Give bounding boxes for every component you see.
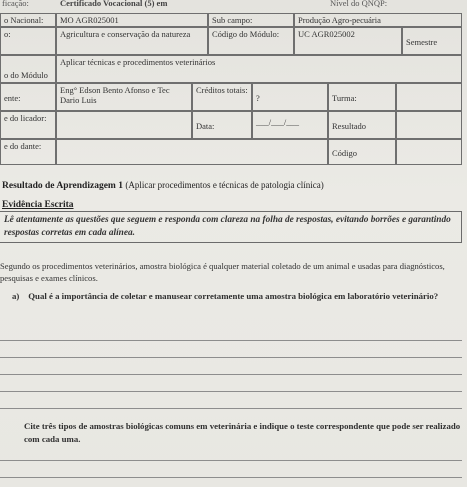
class-label: Turma: — [328, 83, 396, 111]
answer-line[interactable] — [0, 460, 462, 461]
question-a — [12, 290, 462, 303]
subcampo-value: Produção Agro-pecuária — [294, 13, 462, 27]
semester-label: Semestre — [402, 27, 462, 55]
subcampo-label: Sub campo: — [208, 13, 294, 27]
credits-label: Créditos totais: — [192, 83, 252, 111]
date-label: Data: — [192, 111, 252, 139]
answer-line[interactable] — [0, 477, 462, 478]
trainer-label: ente: — [0, 83, 56, 111]
written-evidence-title: Evidência Escrita — [2, 200, 74, 210]
national-code-value: MO AGR025001 — [56, 13, 208, 27]
class-value[interactable] — [396, 83, 462, 111]
module-title-value: Aplicar técnicas e procedimentos veterinários — [56, 55, 462, 83]
learning-result-title: Resultado de Aprendizagem 1 — [2, 181, 123, 191]
learning-result-heading — [2, 180, 324, 191]
module-code-value: UC AGR025002 — [294, 27, 402, 55]
trainer-value: Eng° Edson Bento Afonso e Tec Dario Luis — [56, 83, 192, 111]
applicator-value[interactable] — [56, 111, 192, 139]
answer-line[interactable] — [0, 340, 462, 341]
date-value[interactable]: ___/___/___ — [252, 111, 328, 139]
learning-result-subtitle: (Aplicar procedimentos e técnicas de patologia clínica) — [125, 180, 324, 190]
national-code-label: o Nacional: — [0, 13, 56, 27]
student-code-label: Código — [328, 139, 396, 165]
intro-paragraph: Segundo os procedimentos veterinários, amostra biológica é qualquer material coletado de um animal e usadas para diagnósticos, pesquisas e exames clínicos. — [0, 261, 445, 283]
student-value[interactable] — [56, 139, 328, 165]
qualification-value: Certificado Vocacional (5) em — [60, 0, 168, 8]
question-a-label: a) — [12, 291, 20, 301]
result-label: Resultado — [328, 111, 396, 139]
instruction-box — [0, 211, 462, 243]
result-value[interactable] — [396, 111, 462, 139]
student-label: e do dante: — [0, 139, 56, 165]
instruction-text: Lê atentamente as questões que seguem e responda com clareza na folha de respostas, evitando borrões e garantindo respostas corretas em cada alínea. — [4, 215, 451, 238]
answer-line[interactable] — [0, 374, 462, 375]
module-title-label: o do Módulo — [0, 55, 56, 83]
module-name: Agricultura e conservação da natureza — [56, 27, 208, 55]
question-b — [24, 420, 464, 446]
applicator-label: e do licador: — [0, 111, 56, 139]
qnqp-label: Nível do QNQP: — [330, 0, 388, 8]
answer-line[interactable] — [0, 357, 462, 358]
question-b-text: Cite três tipos de amostras biológicas comuns em veterinária e indique o teste correspondente que pode ser realizado com cada uma. — [24, 421, 461, 444]
module-code-label: Código do Módulo: — [208, 27, 294, 55]
qualification-label: ficação: — [2, 0, 29, 8]
module-label: o: — [0, 27, 56, 55]
answer-line[interactable] — [0, 391, 462, 392]
student-code-value[interactable] — [396, 139, 462, 165]
credits-value: ? — [252, 83, 328, 111]
answer-line[interactable] — [0, 408, 462, 409]
question-a-text: Qual é a importância de coletar e manusear corretamente uma amostra biológica em laboratório veterinário? — [28, 291, 439, 301]
